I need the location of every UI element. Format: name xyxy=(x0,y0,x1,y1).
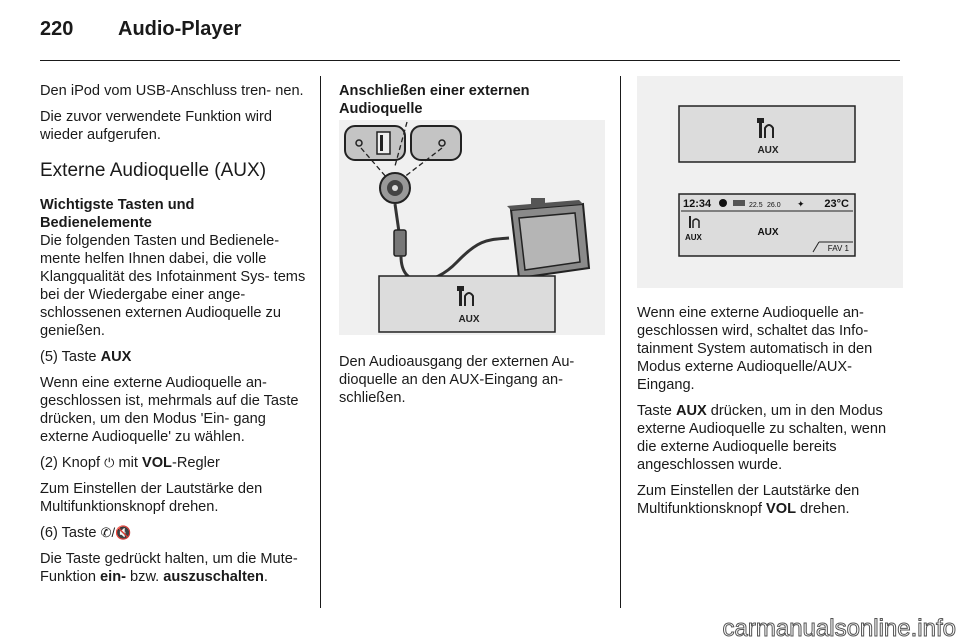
paragraph-intro: Die folgenden Tasten und Bedienele- mente helfen Ihnen dabei, die volle Klangqualität des Infotainment Sys- tems bei der Wiedergabe einer ange- schlossenen externen Audioquelle zu genießen. xyxy=(40,233,306,339)
column-2 xyxy=(339,82,605,415)
paragraph-select-mode: Wenn eine externe Audioquelle an- geschlossen ist, mehrmals auf die Taste drücken, um den Modus 'Ein- gang externe Audioquelle' zu wählen. xyxy=(40,375,299,445)
column-divider-1 xyxy=(320,76,321,608)
subheading-controls: Wichtigste Tasten und Bedienelemente xyxy=(40,197,195,231)
display-center-label: AUX xyxy=(757,227,779,238)
column-3 xyxy=(637,82,903,526)
key-vol: VOL xyxy=(141,455,172,471)
page-title: Audio-Player xyxy=(118,18,242,40)
item-6: (6) Taste ✆/🔇 xyxy=(40,525,132,541)
usb-button-icon xyxy=(345,126,405,160)
display-fav: FAV 1 xyxy=(827,244,849,253)
paragraph-ipod: Den iPod vom USB-Anschluss tren- nen. xyxy=(40,83,304,99)
header-rule xyxy=(40,60,900,61)
paragraph-auto-switch: Wenn eine externe Audioquelle an- geschlossen wird, schaltet das Info- tainment System automatisch in den Modus externe Audioquelle/AUX- Eingang. xyxy=(637,305,873,393)
page-number: 220 xyxy=(40,18,74,40)
paragraph-restore: Die zuvor verwendete Funktion wird wieder aufgerufen. xyxy=(40,109,272,143)
display-1-label: AUX xyxy=(757,145,779,156)
watermark xyxy=(640,612,958,642)
fan-icon: ✦ xyxy=(797,199,805,209)
section-heading-aux: Externe Audioquelle (AUX) xyxy=(40,160,267,181)
aux-connection-figure xyxy=(339,120,605,335)
paragraph-connect: Den Audioausgang der externen Au- dioquelle an den AUX-Eingang an- schließen. xyxy=(339,354,575,406)
display-time: 12:34 xyxy=(683,198,712,210)
heading-connect: Anschließen einer externen Audioquelle xyxy=(339,83,530,117)
paragraph-vol: Zum Einstellen der Lautstärke den Multifunktionsknopf VOL drehen. xyxy=(637,483,860,517)
paragraph-volume: Zum Einstellen der Lautstärke den Multifunktionsknopf drehen. xyxy=(40,481,263,515)
paragraph-aux-press: Taste AUX drücken, um in den Modus externe Audioquelle zu schalten, wenn die externe Audioquelle bereits angeschlossen wurde. xyxy=(637,403,887,473)
aux-display-label: AUX xyxy=(458,314,480,325)
settings-icon xyxy=(719,199,727,207)
key-aux: AUX xyxy=(100,349,132,365)
display-left-label: AUX xyxy=(685,233,702,242)
phone-mute-icon: ✆/🔇 xyxy=(100,525,132,540)
paragraph-mute: Die Taste gedrückt halten, um die Mute-Funktion ein- bzw. auszuschalten. xyxy=(40,551,298,585)
display-freq-2: 26.0 xyxy=(767,202,781,209)
item-2: (2) Knopf ⏻ mit VOL-Regler xyxy=(40,455,220,471)
watermark-text: carmanualsonline.info xyxy=(722,615,956,642)
column-divider-2 xyxy=(620,76,621,608)
display-freq-1: 22.5 xyxy=(749,202,763,209)
display-figure xyxy=(637,76,903,288)
camera-device-icon xyxy=(507,198,589,278)
column-1 xyxy=(40,82,308,594)
item-5: (5) Taste AUX xyxy=(40,349,132,365)
display-temperature: 23°C xyxy=(824,198,849,210)
power-icon: ⏻ xyxy=(104,455,115,470)
aux-button-icon xyxy=(411,126,461,160)
